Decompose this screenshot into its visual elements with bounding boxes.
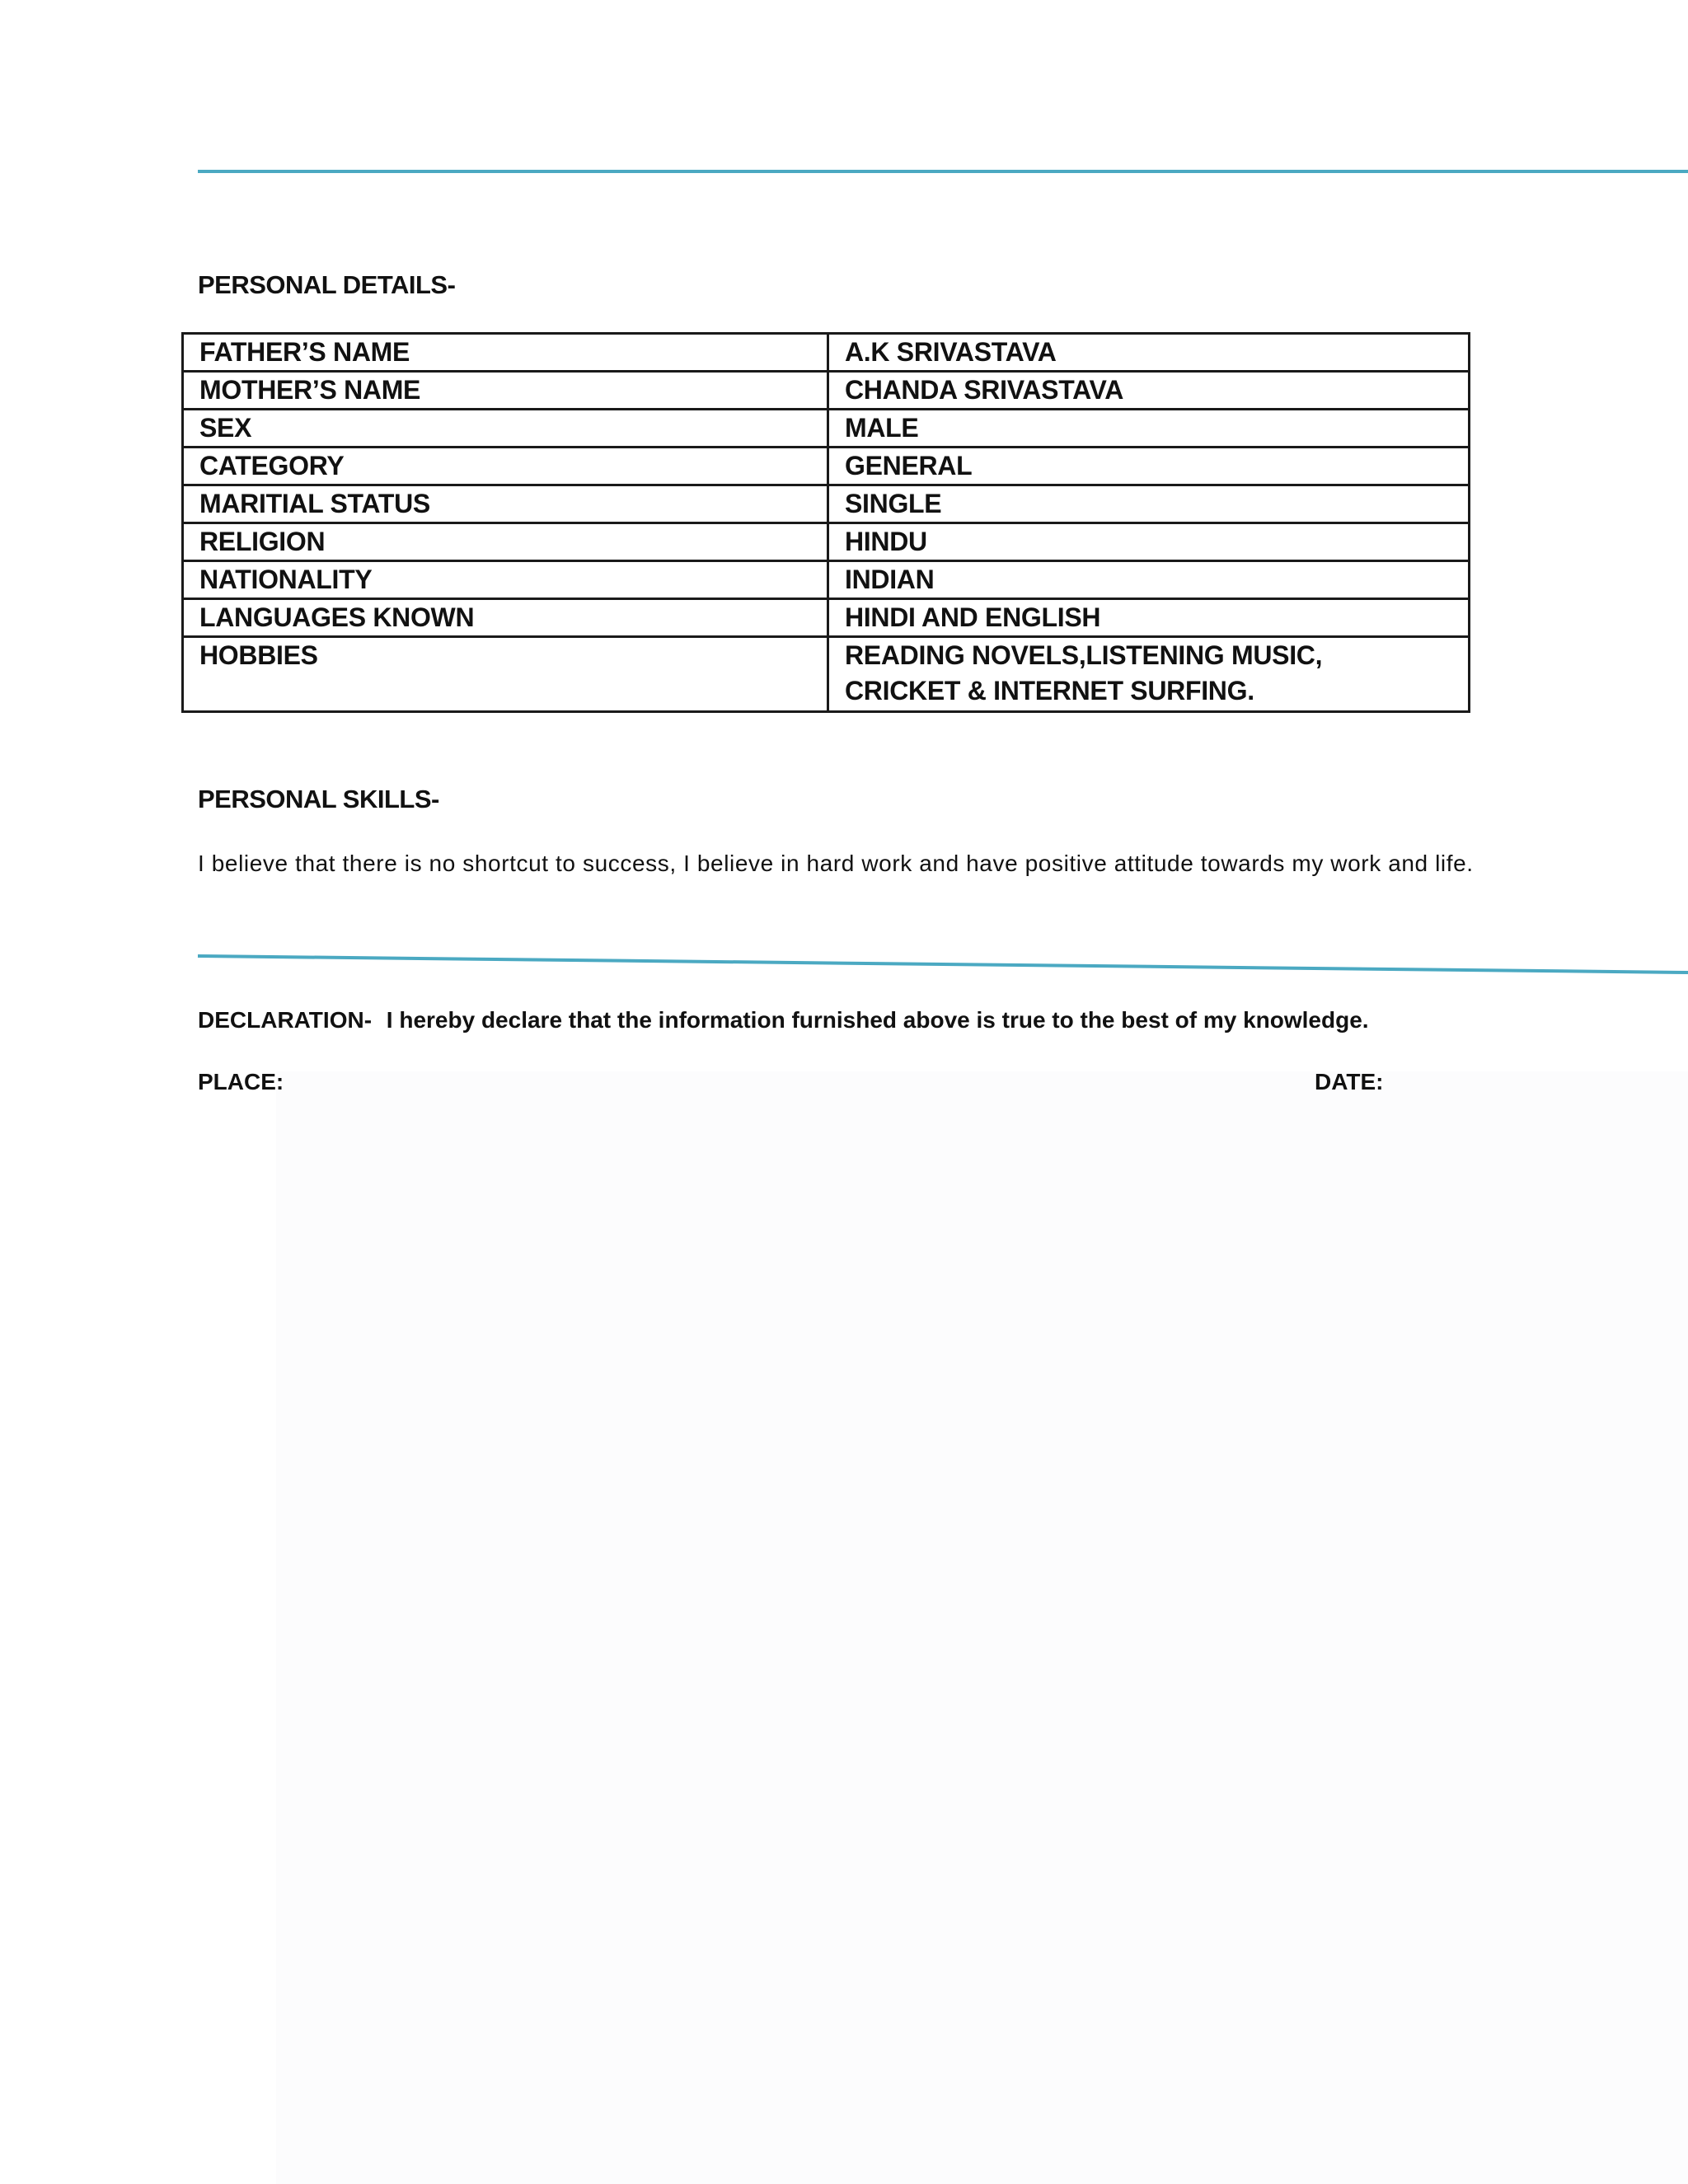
row-label: HOBBIES — [183, 637, 828, 712]
table-row — [183, 599, 1470, 637]
declaration-label: DECLARATION- — [198, 1007, 373, 1033]
row-label: RELIGION — [183, 523, 828, 561]
row-label: NATIONALITY — [183, 561, 828, 599]
row-label: SEX — [183, 410, 828, 448]
row-label: CATEGORY — [183, 448, 828, 485]
row-label: LANGUAGES KNOWN — [183, 599, 828, 637]
table-row — [183, 372, 1470, 410]
personal-details-table — [181, 332, 1470, 713]
row-value: GENERAL — [828, 448, 1470, 485]
table-row — [183, 448, 1470, 485]
row-value: CHANDA SRIVASTAVA — [828, 372, 1470, 410]
personal-skills-text: I believe that there is no shortcut to success, I believe in hard work and have positive attitude towards my work and life. — [198, 851, 1474, 876]
table-row — [183, 523, 1470, 561]
place-label: PLACE: — [198, 1069, 284, 1094]
hobbies-line: READING NOVELS,LISTENING MUSIC, — [845, 640, 1323, 670]
table-row — [183, 561, 1470, 599]
table-row — [183, 334, 1470, 372]
personal-details-heading: PERSONAL DETAILS- — [198, 270, 456, 299]
row-value: INDIAN — [828, 561, 1470, 599]
table-row — [183, 410, 1470, 448]
personal-skills-heading: PERSONAL SKILLS- — [198, 785, 439, 813]
row-label: MOTHER’S NAME — [183, 372, 828, 410]
row-value: MALE — [828, 410, 1470, 448]
table-row — [183, 637, 1470, 712]
row-value: HINDU — [828, 523, 1470, 561]
declaration — [198, 1007, 1369, 1033]
declaration-text: I hereby declare that the information furnished above is true to the best of my knowledge. — [386, 1007, 1369, 1033]
middle-divider-line — [198, 956, 1688, 972]
row-label: FATHER’S NAME — [183, 334, 828, 372]
row-value — [828, 637, 1470, 712]
row-value: A.K SRIVASTAVA — [828, 334, 1470, 372]
hobbies-line: CRICKET & INTERNET SURFING. — [845, 676, 1254, 705]
table-row — [183, 485, 1470, 523]
row-label: MARITIAL STATUS — [183, 485, 828, 523]
date-label: DATE: — [1315, 1069, 1384, 1094]
row-value: SINGLE — [828, 485, 1470, 523]
row-value: HINDI AND ENGLISH — [828, 599, 1470, 637]
